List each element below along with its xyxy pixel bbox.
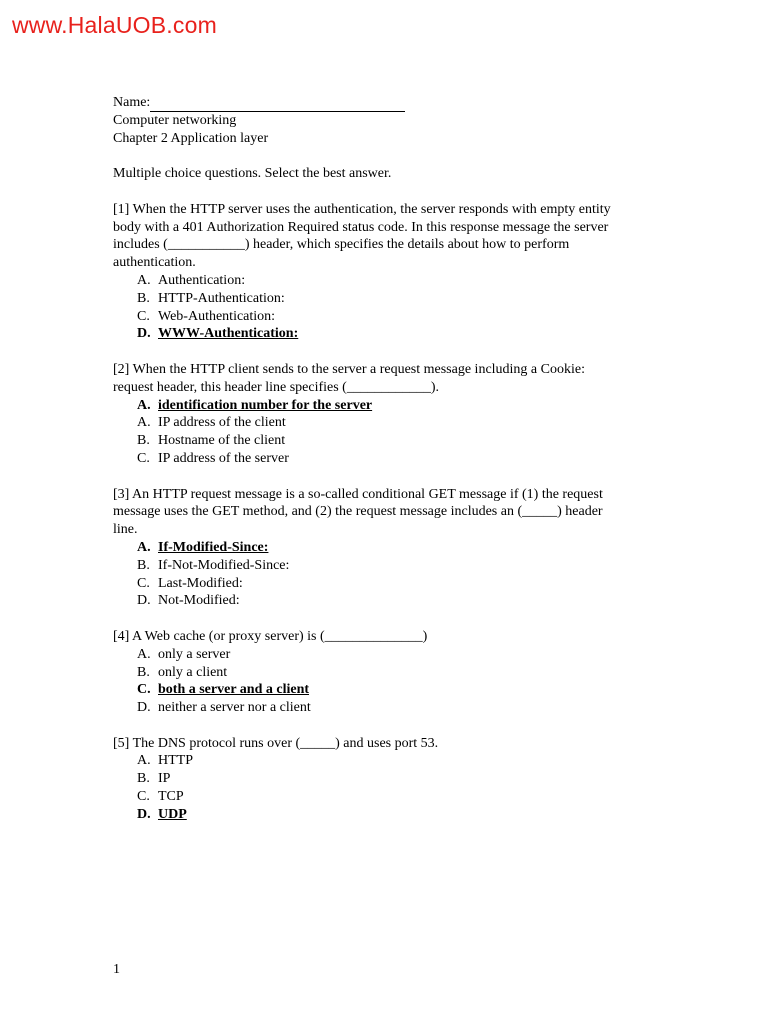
option-text: TCP bbox=[158, 789, 184, 805]
question-text-line: authentication. bbox=[113, 255, 196, 271]
option-text: If-Not-Modified-Since: bbox=[158, 557, 290, 573]
name-blank-line bbox=[150, 96, 405, 112]
answer-option-correct bbox=[113, 397, 653, 415]
option-text: WWW-Authentication: bbox=[158, 326, 299, 342]
question-3 bbox=[113, 486, 653, 611]
answer-option bbox=[113, 290, 653, 308]
name-label: Name: bbox=[113, 95, 151, 110]
answer-option bbox=[113, 575, 653, 593]
option-letter: B. bbox=[137, 290, 150, 306]
course-title: Computer networking bbox=[113, 112, 237, 128]
option-letter: B. bbox=[137, 433, 150, 449]
question-text-line: [1] When the HTTP server uses the authentication, the server responds with empty entity bbox=[113, 201, 611, 217]
question-1 bbox=[113, 201, 653, 343]
answer-option bbox=[113, 308, 653, 326]
question-list bbox=[113, 183, 653, 824]
option-text: identification number for the server bbox=[158, 397, 373, 413]
page-number: 1 bbox=[113, 962, 120, 977]
option-letter: B. bbox=[137, 771, 150, 787]
answer-options bbox=[113, 539, 653, 610]
answer-option bbox=[113, 646, 653, 664]
spacer bbox=[113, 468, 653, 486]
option-text: Web-Authentication: bbox=[158, 308, 276, 324]
option-text: Last-Modified: bbox=[158, 575, 243, 591]
question-text-line: body with a 401 Authorization Required status code. In this response message the server bbox=[113, 219, 609, 235]
instructions: Multiple choice questions. Select the best answer. bbox=[113, 166, 392, 182]
option-letter: C. bbox=[137, 789, 150, 805]
option-letter: C. bbox=[137, 575, 150, 591]
question-text-line: [5] The DNS protocol runs over (_____) and uses port 53. bbox=[113, 735, 439, 751]
document-body bbox=[113, 94, 653, 824]
spacer bbox=[113, 610, 653, 628]
answer-option-correct bbox=[113, 681, 653, 699]
option-letter: C. bbox=[137, 308, 150, 324]
option-text: neither a server nor a client bbox=[158, 700, 311, 716]
answer-option bbox=[113, 432, 653, 450]
option-letter: C. bbox=[137, 682, 151, 698]
option-text: IP bbox=[158, 771, 171, 787]
answer-options bbox=[113, 752, 653, 823]
spacer bbox=[113, 343, 653, 361]
answer-option-correct bbox=[113, 325, 653, 343]
question-2 bbox=[113, 361, 653, 468]
spacer bbox=[113, 147, 653, 165]
answer-options bbox=[113, 272, 653, 343]
option-letter: A. bbox=[137, 397, 151, 413]
answer-option bbox=[113, 414, 653, 432]
option-letter: B. bbox=[137, 557, 150, 573]
option-letter: A. bbox=[137, 539, 151, 555]
answer-option bbox=[113, 272, 653, 290]
answer-option-correct bbox=[113, 539, 653, 557]
option-letter: D. bbox=[137, 593, 151, 609]
question-text-line: line. bbox=[113, 522, 138, 538]
option-letter: D. bbox=[137, 700, 151, 716]
option-letter: D. bbox=[137, 326, 151, 342]
option-letter: A. bbox=[137, 753, 151, 769]
spacer bbox=[113, 717, 653, 735]
question-4 bbox=[113, 628, 653, 717]
option-letter: C. bbox=[137, 450, 150, 466]
answer-option bbox=[113, 664, 653, 682]
option-letter: A. bbox=[137, 415, 151, 431]
option-text: IP address of the server bbox=[158, 450, 289, 466]
chapter-title: Chapter 2 Application layer bbox=[113, 130, 269, 146]
option-text: HTTP-Authentication: bbox=[158, 290, 285, 306]
question-text-line: request header, this header line specifies (____________). bbox=[113, 379, 439, 395]
answer-option bbox=[113, 752, 653, 770]
option-text: Not-Modified: bbox=[158, 593, 240, 609]
answer-options bbox=[113, 646, 653, 717]
answer-option bbox=[113, 788, 653, 806]
option-text: only a client bbox=[158, 664, 228, 680]
watermark-link: www.HalaUOB.com bbox=[12, 12, 217, 38]
option-text: Hostname of the client bbox=[158, 433, 286, 449]
option-text: HTTP bbox=[158, 753, 193, 769]
answer-option bbox=[113, 450, 653, 468]
name-field-row bbox=[113, 94, 653, 112]
option-text: both a server and a client bbox=[158, 682, 310, 698]
question-text-line: includes (___________) header, which specifies the details about how to perform bbox=[113, 237, 570, 253]
option-letter: A. bbox=[137, 272, 151, 288]
answer-options bbox=[113, 397, 653, 468]
answer-option bbox=[113, 557, 653, 575]
option-text: If-Modified-Since: bbox=[158, 539, 269, 555]
option-letter: A. bbox=[137, 646, 151, 662]
option-text: only a server bbox=[158, 646, 231, 662]
spacer bbox=[113, 183, 653, 201]
option-letter: B. bbox=[137, 664, 150, 680]
answer-option bbox=[113, 699, 653, 717]
question-5 bbox=[113, 735, 653, 824]
question-text-line: message uses the GET method, and (2) the request message includes an (_____) header bbox=[113, 504, 603, 520]
question-text-line: [2] When the HTTP client sends to the server a request message including a Cookie: bbox=[113, 361, 585, 377]
question-text-line: [4] A Web cache (or proxy server) is (______________) bbox=[113, 628, 428, 644]
answer-option bbox=[113, 592, 653, 610]
option-letter: D. bbox=[137, 806, 151, 822]
option-text: IP address of the client bbox=[158, 415, 286, 431]
option-text: UDP bbox=[158, 806, 187, 822]
option-text: Authentication: bbox=[158, 272, 246, 288]
question-text-line: [3] An HTTP request message is a so-called conditional GET message if (1) the request bbox=[113, 486, 603, 502]
answer-option-correct bbox=[113, 806, 653, 824]
answer-option bbox=[113, 770, 653, 788]
